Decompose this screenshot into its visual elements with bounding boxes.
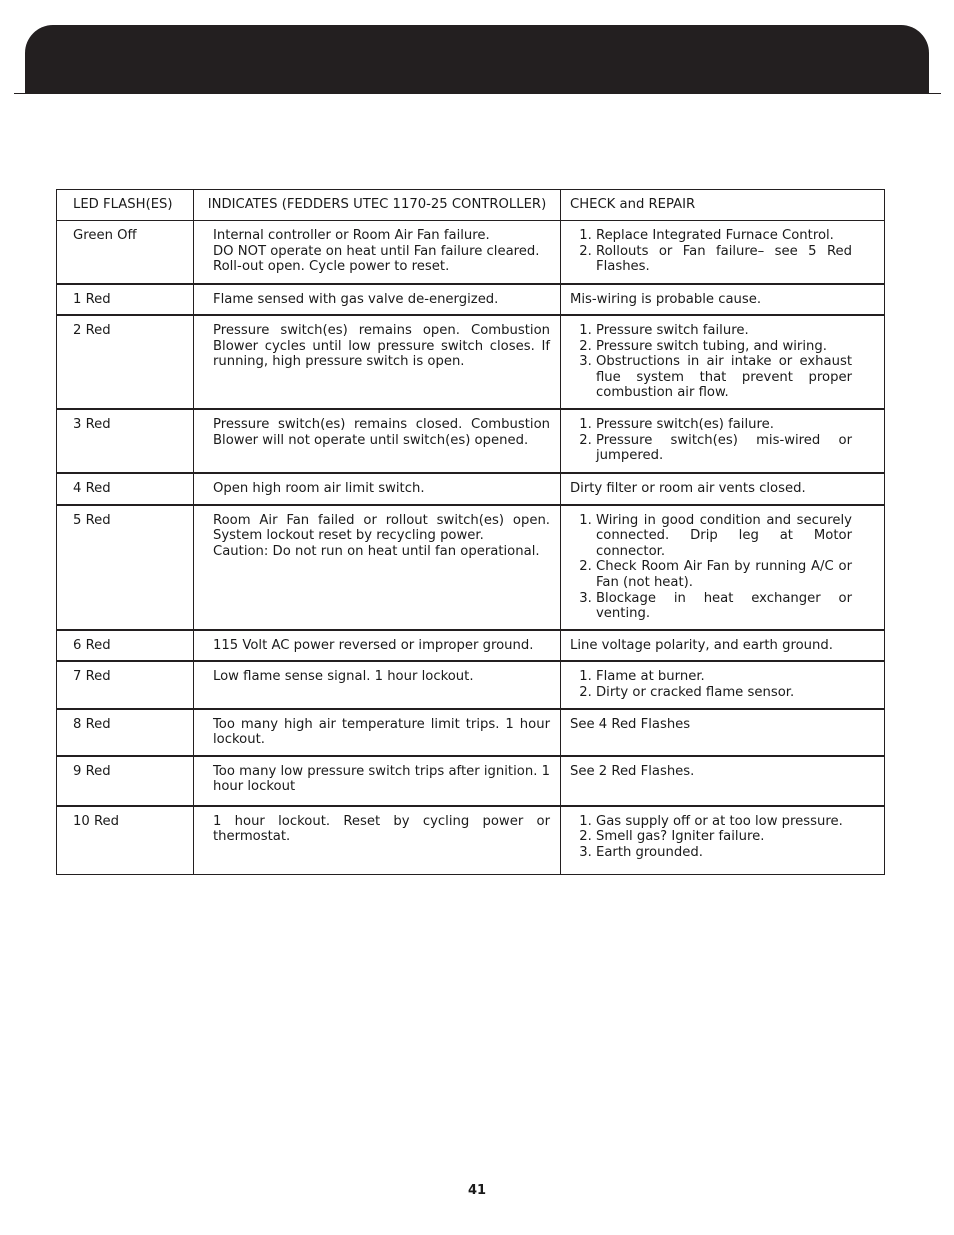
indicates-cell [194, 661, 561, 708]
table-header-row [57, 190, 885, 221]
led-flash-cell: 6 Red [57, 630, 194, 662]
led-flash-cell: 7 Red [57, 661, 194, 708]
repair-steps-list [570, 323, 852, 401]
led-flash-cell: 8 Red [57, 709, 194, 756]
repair-step: 2. Pressure switch tubing, and wiring. [596, 339, 852, 355]
indicates-line: Too many low pressure switch trips after ignition. 1 hour lockout [213, 763, 550, 795]
indicates-line: Low flame sense signal. 1 hour lockout. [213, 669, 474, 685]
indicates-cell [194, 284, 561, 316]
indicates-cell [194, 630, 561, 662]
table-body [57, 221, 885, 875]
indicates-cell [194, 315, 561, 409]
table-row [57, 806, 885, 875]
check-and-repair-cell [561, 315, 885, 409]
indicates-cell [194, 709, 561, 756]
indicates-line: Open high room air limit switch. [213, 481, 425, 497]
indicates-cell [194, 756, 561, 806]
check-and-repair-cell [561, 709, 885, 756]
header-rule [14, 93, 941, 94]
check-and-repair-cell [561, 284, 885, 316]
repair-steps-list [570, 417, 852, 464]
repair-step: 1. Replace Integrated Furnace Control. [596, 228, 852, 244]
table-row [57, 630, 885, 662]
page-number: 41 [467, 1183, 487, 1198]
header-indicates: INDICATES (FEDDERS UTEC 1170-25 CONTROLLER) [194, 190, 561, 221]
repair-steps-list [570, 814, 852, 861]
indicates-cell [194, 806, 561, 875]
indicates-cell [194, 221, 561, 284]
table-row [57, 661, 885, 708]
table-row [57, 284, 885, 316]
repair-step: 2. Pressure switch(es) mis-wired or jumpered. [596, 433, 852, 464]
header-led-flashes: LED FLASH(ES) [57, 190, 194, 221]
indicates-cell [194, 473, 561, 505]
repair-step: 1. Flame at burner. [596, 669, 852, 685]
indicates-line: Room Air Fan failed or rollout switch(es) open. System lockout reset by recycling power. [213, 512, 550, 544]
repair-steps-list [570, 513, 852, 622]
check-and-repair-cell [561, 221, 885, 284]
repair-text: Line voltage polarity, and earth ground. [570, 637, 833, 653]
repair-text: Mis-wiring is probable cause. [570, 291, 762, 307]
repair-step: 1. Gas supply off or at too low pressure. [596, 814, 852, 830]
repair-step: 1. Pressure switch failure. [596, 323, 852, 339]
header-check-and-repair: CHECK and REPAIR [561, 190, 885, 221]
led-flash-cell: 2 Red [57, 315, 194, 409]
indicates-line: Flame sensed with gas valve de-energized. [213, 291, 499, 307]
repair-step: 2. Dirty or cracked flame sensor. [596, 685, 852, 701]
repair-steps-list [570, 669, 852, 700]
indicates-line: Too many high air temperature limit trips. 1 hour lockout. [213, 716, 550, 748]
check-and-repair-cell [561, 661, 885, 708]
indicates-line: 115 Volt AC power reversed or improper ground. [213, 637, 534, 653]
table-row [57, 505, 885, 630]
indicates-line: 1 hour lockout. Reset by cycling power or thermostat. [213, 813, 550, 845]
table-row [57, 409, 885, 473]
repair-step: 1. Pressure switch(es) failure. [596, 417, 852, 433]
repair-text: See 2 Red Flashes. [570, 763, 695, 779]
repair-text: Dirty filter or room air vents closed. [570, 481, 806, 497]
check-and-repair-cell [561, 473, 885, 505]
led-flash-cell: 1 Red [57, 284, 194, 316]
repair-step: 1. Wiring in good condition and securely connected. Drip leg at Motor connector. [596, 513, 852, 560]
led-flash-cell: 4 Red [57, 473, 194, 505]
repair-step: 3. Blockage in heat exchanger or venting. [596, 591, 852, 622]
led-flash-cell: Green Off [57, 221, 194, 284]
indicates-line: Roll-out open. Cycle power to reset. [213, 259, 450, 275]
indicates-line: Internal controller or Room Air Fan failure. [213, 228, 490, 243]
check-and-repair-cell [561, 806, 885, 875]
repair-steps-list [570, 228, 852, 275]
indicates-line: Pressure switch(es) remains open. Combustion Blower cycles until low pressure switch closes. If running, high pressure switch is open. [213, 323, 550, 370]
check-and-repair-cell [561, 409, 885, 473]
led-flash-cell: 3 Red [57, 409, 194, 473]
led-flash-cell: 10 Red [57, 806, 194, 875]
indicates-line: DO NOT operate on heat until Fan failure cleared. [213, 243, 540, 259]
check-and-repair-cell [561, 505, 885, 630]
repair-step: 3. Earth grounded. [596, 845, 852, 861]
led-flash-cell: 9 Red [57, 756, 194, 806]
table-row [57, 315, 885, 409]
table-row [57, 709, 885, 756]
repair-text: See 4 Red Flashes [570, 716, 691, 732]
table-row [57, 756, 885, 806]
check-and-repair-cell [561, 630, 885, 662]
table-row [57, 473, 885, 505]
repair-step: 3. Obstructions in air intake or exhaust flue system that prevent proper combustion air flow. [596, 354, 852, 401]
repair-step: 2. Check Room Air Fan by running A/C or Fan (not heat). [596, 559, 852, 590]
indicates-cell [194, 409, 561, 473]
indicates-cell [194, 505, 561, 630]
check-and-repair-cell [561, 756, 885, 806]
repair-step: 2. Rollouts or Fan failure– see 5 Red Flashes. [596, 244, 852, 275]
repair-step: 2. Smell gas? Igniter failure. [596, 829, 852, 845]
indicates-line: Caution: Do not run on heat until fan operational. [213, 543, 540, 559]
indicates-line: Pressure switch(es) remains closed. Combustion Blower will not operate until switch(es) opened. [213, 417, 550, 448]
page-header-bar [25, 25, 929, 94]
led-flash-cell: 5 Red [57, 505, 194, 630]
table-row [57, 221, 885, 284]
led-flash-table [56, 189, 885, 875]
